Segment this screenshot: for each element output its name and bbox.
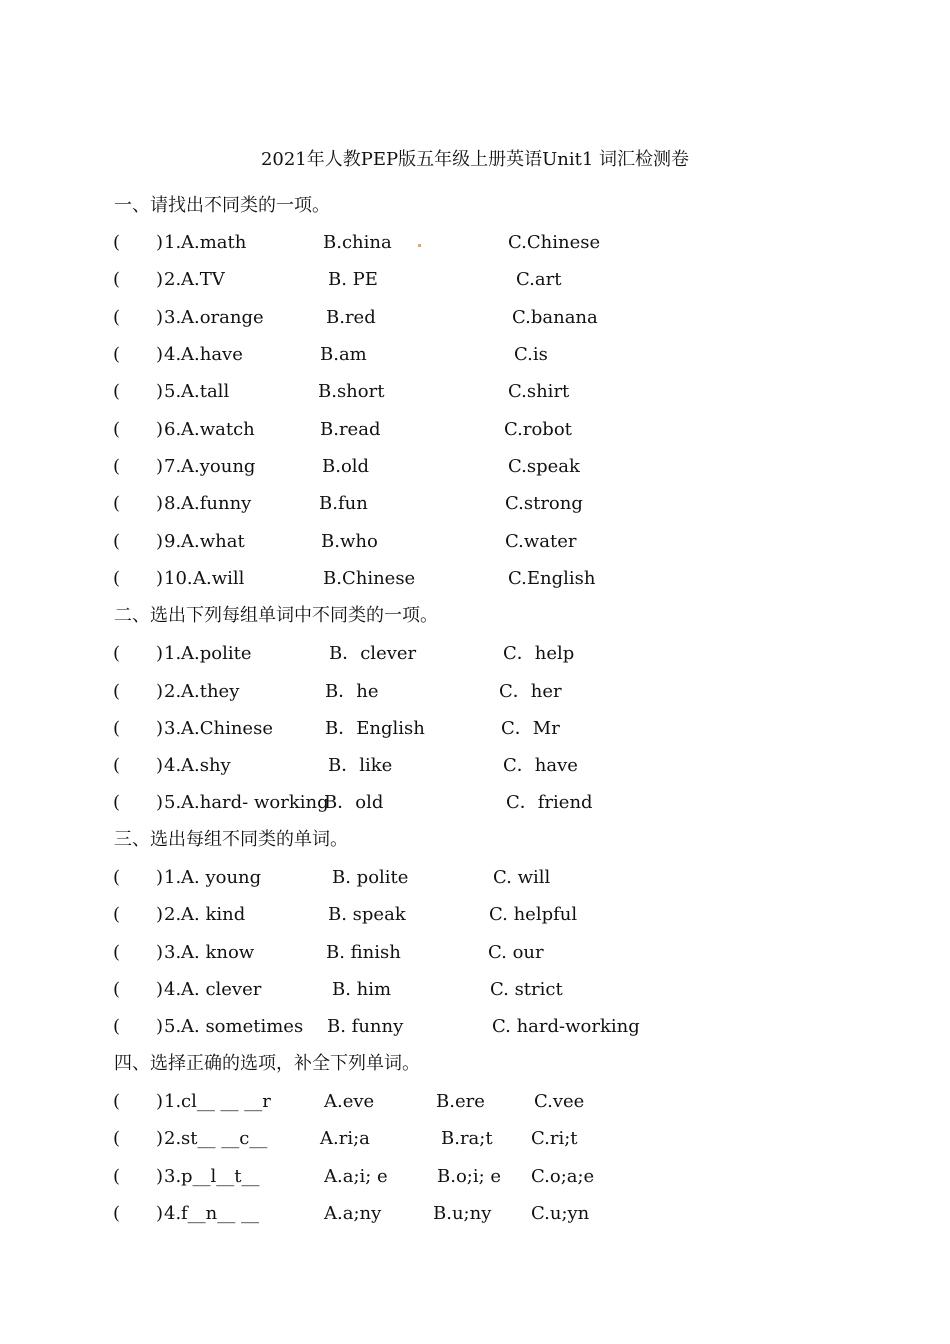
answer-paren-open: (	[113, 531, 121, 552]
question-row	[0, 268, 950, 292]
answer-paren-close: )	[156, 755, 164, 776]
option-c: C. helpful	[489, 904, 578, 925]
option-a: A.orange	[181, 307, 264, 328]
option-a: A.they	[181, 681, 240, 702]
question-row	[0, 530, 950, 554]
answer-paren-open: (	[113, 979, 121, 1000]
answer-paren-open: (	[113, 643, 121, 664]
option-a: A.have	[181, 344, 243, 365]
option-c: C.Chinese	[508, 232, 601, 253]
question-number: 1.	[164, 232, 182, 253]
answer-paren-close: )	[156, 1091, 164, 1112]
question-row	[0, 866, 950, 890]
answer-paren-open: (	[113, 493, 121, 514]
option-c: C.robot	[504, 419, 572, 440]
option-b: B. polite	[332, 867, 409, 888]
option-a: A.shy	[181, 755, 231, 776]
option-a: A. sometimes	[181, 1016, 304, 1037]
question-row	[0, 343, 950, 367]
answer-paren-open: (	[113, 718, 121, 739]
option-b: B．clever	[329, 643, 417, 664]
answer-paren-open: (	[113, 681, 121, 702]
question-row	[0, 231, 950, 255]
option-b: B. funny	[327, 1016, 404, 1037]
question-row	[0, 1202, 950, 1226]
option-d: C.u;yn	[531, 1203, 590, 1224]
answer-paren-close: )	[156, 344, 164, 365]
option-a: A.TV	[181, 269, 225, 290]
section-heading: 三、选出每组不同类的单词。	[114, 829, 348, 850]
section-heading: 四、选择正确的选项，补全下列单词。	[114, 1053, 420, 1074]
question-row	[0, 978, 950, 1002]
option-b: B. PE	[328, 269, 378, 290]
answer-paren-close: )	[156, 718, 164, 739]
option-b: B．English	[325, 718, 425, 739]
question-number: 5.	[164, 381, 182, 402]
option-d: C.vee	[534, 1091, 585, 1112]
answer-paren-open: (	[113, 867, 121, 888]
question-number: 2.	[164, 904, 182, 925]
option-c: C.shirt	[508, 381, 570, 402]
answer-paren-close: )	[156, 942, 164, 963]
answer-paren-close: )	[156, 792, 164, 813]
option-b: B.read	[320, 419, 381, 440]
option-a: st__ __c__	[181, 1128, 268, 1149]
option-a: f__n__ __	[181, 1203, 259, 1224]
question-number: 1.	[164, 867, 182, 888]
option-c: C.strong	[505, 493, 583, 514]
section-heading: 一、请找出不同类的一项。	[114, 195, 330, 216]
answer-paren-close: )	[156, 681, 164, 702]
option-b: B.who	[321, 531, 378, 552]
option-b: A.a;ny	[324, 1203, 382, 1224]
option-c: C．have	[503, 755, 578, 776]
page-title: 2021年人教PEP版五年级上册英语Unit1 词汇检测卷	[260, 149, 690, 170]
question-number: 7.	[164, 456, 182, 477]
option-a: A. young	[181, 867, 262, 888]
question-row	[0, 418, 950, 442]
option-c: B.ra;t	[441, 1128, 493, 1149]
option-b: A.ri;a	[320, 1128, 370, 1149]
option-a: cl__ __ __r	[181, 1091, 271, 1112]
option-c: C.English	[508, 568, 596, 589]
option-c: B.ere	[436, 1091, 485, 1112]
answer-paren-open: (	[113, 1203, 121, 1224]
option-b: B．old	[324, 792, 384, 813]
question-row	[0, 455, 950, 479]
question-number: 3.	[164, 1166, 182, 1187]
answer-paren-close: )	[156, 419, 164, 440]
option-a: A.young	[181, 456, 256, 477]
answer-paren-close: )	[156, 1016, 164, 1037]
question-row	[0, 492, 950, 516]
option-b: B.china	[323, 232, 392, 253]
option-c: C. will	[493, 867, 551, 888]
answer-paren-open: (	[113, 942, 121, 963]
option-b: B.fun	[319, 493, 368, 514]
answer-paren-open: (	[113, 1091, 121, 1112]
section-heading: 二、选出下列每组单词中不同类的一项。	[114, 605, 438, 626]
answer-paren-open: (	[113, 755, 121, 776]
option-a: A.tall	[181, 381, 230, 402]
option-c: C．her	[499, 681, 562, 702]
answer-paren-close: )	[156, 979, 164, 1000]
question-number: 3.	[164, 942, 182, 963]
question-number: 1.	[164, 643, 182, 664]
question-number: 2.	[164, 269, 182, 290]
question-row	[0, 380, 950, 404]
option-c: C. strict	[490, 979, 563, 1000]
option-a: p__l__t__	[181, 1166, 260, 1187]
option-b: A.eve	[324, 1091, 375, 1112]
answer-paren-open: (	[113, 1016, 121, 1037]
question-row	[0, 941, 950, 965]
option-c: C．Mr	[501, 718, 560, 739]
answer-paren-close: )	[156, 1128, 164, 1149]
answer-paren-open: (	[113, 419, 121, 440]
question-row	[0, 1127, 950, 1151]
option-b: B.old	[322, 456, 370, 477]
option-b: B. speak	[328, 904, 406, 925]
question-row	[0, 1015, 950, 1039]
question-number: 9.	[164, 531, 182, 552]
question-row	[0, 306, 950, 330]
option-b: B.red	[326, 307, 376, 328]
option-c: C.water	[505, 531, 577, 552]
answer-paren-close: )	[156, 904, 164, 925]
option-d: C.ri;t	[531, 1128, 578, 1149]
question-row	[0, 1090, 950, 1114]
answer-paren-open: (	[113, 307, 121, 328]
option-c: C．help	[503, 643, 575, 664]
option-a: A.watch	[181, 419, 255, 440]
option-a: A.will	[193, 568, 245, 589]
question-number: 1.	[164, 1091, 182, 1112]
option-b: A.a;i; e	[324, 1166, 388, 1187]
answer-paren-open: (	[113, 568, 121, 589]
answer-paren-open: (	[113, 1166, 121, 1187]
question-number: 2.	[164, 1128, 182, 1149]
question-number: 3.	[164, 307, 182, 328]
answer-paren-open: (	[113, 1128, 121, 1149]
answer-paren-close: )	[156, 493, 164, 514]
question-row	[0, 680, 950, 704]
option-b: B．like	[328, 755, 393, 776]
option-a: A.hard- working	[181, 792, 329, 813]
option-c: C.is	[514, 344, 548, 365]
question-row	[0, 1165, 950, 1189]
option-a: A. know	[181, 942, 255, 963]
option-a: A.funny	[181, 493, 252, 514]
question-number: 4.	[164, 1203, 182, 1224]
answer-paren-close: )	[156, 456, 164, 477]
answer-paren-open: (	[113, 381, 121, 402]
option-b: B.am	[320, 344, 367, 365]
answer-paren-close: )	[156, 568, 164, 589]
question-number: 5.	[164, 792, 182, 813]
question-number: 6.	[164, 419, 182, 440]
option-a: A.what	[181, 531, 245, 552]
question-row	[0, 642, 950, 666]
option-c: C.banana	[512, 307, 598, 328]
question-row	[0, 903, 950, 927]
question-number: 5.	[164, 1016, 182, 1037]
answer-paren-close: )	[156, 1203, 164, 1224]
option-c: C. our	[488, 942, 544, 963]
answer-paren-close: )	[156, 1166, 164, 1187]
option-b: B. finish	[326, 942, 401, 963]
option-b: B. him	[332, 979, 392, 1000]
answer-paren-close: )	[156, 232, 164, 253]
answer-paren-close: )	[156, 531, 164, 552]
answer-paren-close: )	[156, 643, 164, 664]
option-b: B.Chinese	[323, 568, 416, 589]
question-number: 10.	[164, 568, 193, 589]
question-row	[0, 567, 950, 591]
option-b: B.short	[318, 381, 385, 402]
option-c: C.art	[516, 269, 562, 290]
option-c: C．friend	[506, 792, 593, 813]
question-number: 4.	[164, 344, 182, 365]
option-c: C.speak	[508, 456, 580, 477]
answer-paren-close: )	[156, 307, 164, 328]
option-a: A. kind	[181, 904, 246, 925]
answer-paren-open: (	[113, 269, 121, 290]
option-c: B.u;ny	[433, 1203, 492, 1224]
answer-paren-open: (	[113, 232, 121, 253]
option-b: B．he	[325, 681, 379, 702]
question-row	[0, 754, 950, 778]
option-c: C. hard-working	[492, 1016, 640, 1037]
answer-paren-open: (	[113, 456, 121, 477]
option-d: C.o;a;e	[531, 1166, 595, 1187]
option-a: A.polite	[181, 643, 252, 664]
option-c: B.o;i; e	[437, 1166, 502, 1187]
question-number: 8.	[164, 493, 182, 514]
question-row	[0, 791, 950, 815]
question-number: 4.	[164, 979, 182, 1000]
option-a: A.math	[181, 232, 247, 253]
answer-paren-close: )	[156, 867, 164, 888]
option-a: A.Chinese	[181, 718, 273, 739]
option-a: A. clever	[181, 979, 262, 1000]
answer-paren-close: )	[156, 381, 164, 402]
answer-paren-open: (	[113, 344, 121, 365]
answer-paren-close: )	[156, 269, 164, 290]
answer-paren-open: (	[113, 904, 121, 925]
question-number: 2.	[164, 681, 182, 702]
question-number: 4.	[164, 755, 182, 776]
question-number: 3.	[164, 718, 182, 739]
question-row	[0, 717, 950, 741]
answer-paren-open: (	[113, 792, 121, 813]
